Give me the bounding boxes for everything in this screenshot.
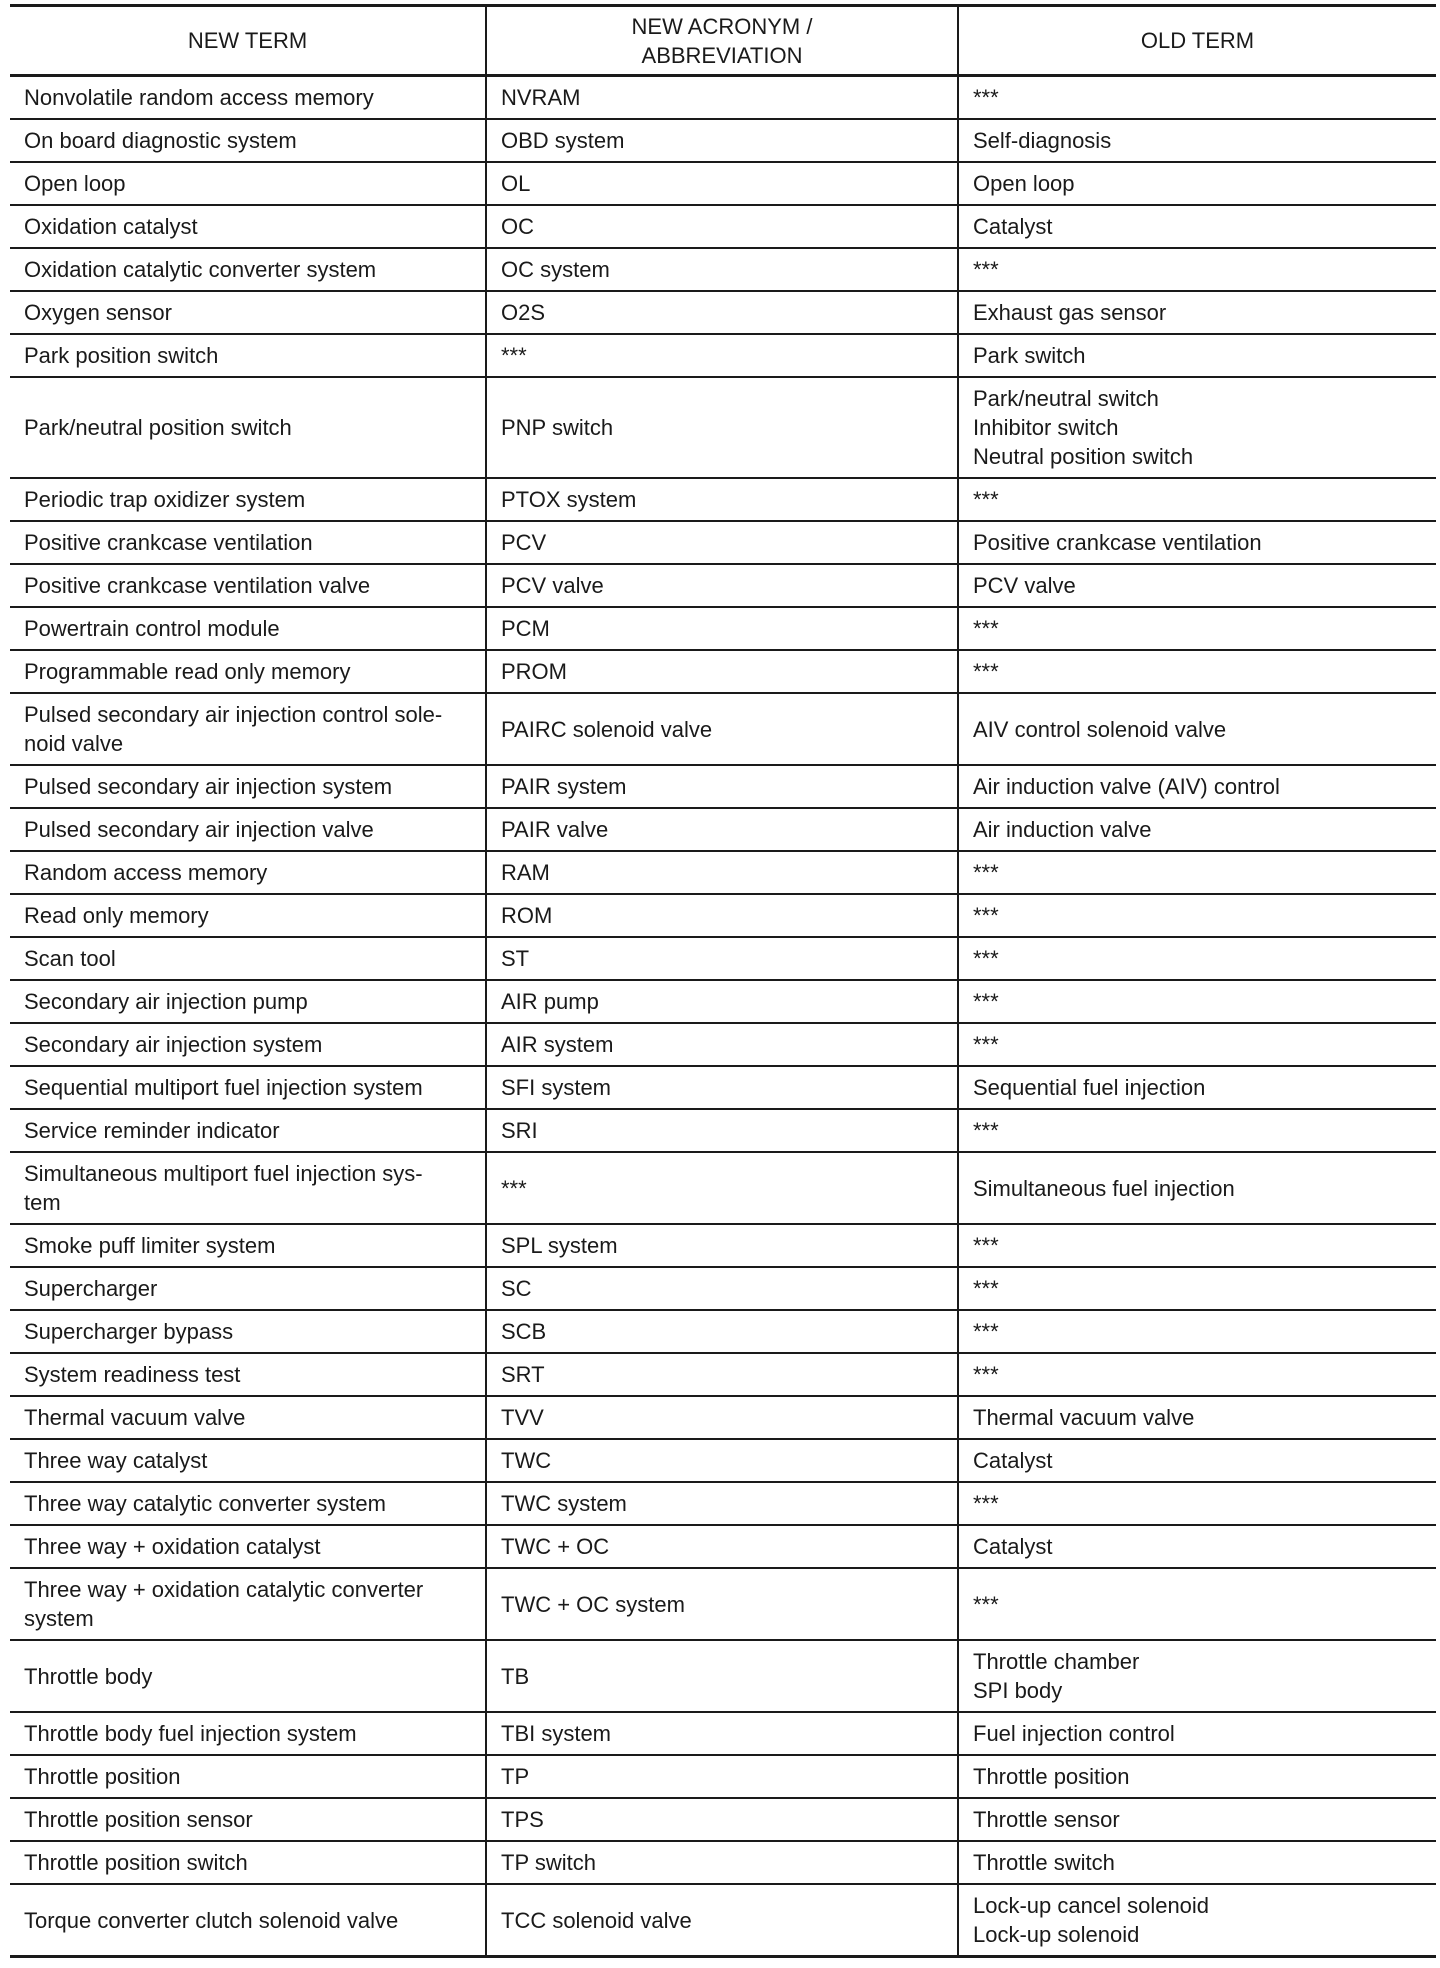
cell-new-term: On board diagnostic system <box>10 119 486 162</box>
cell-new-term: Powertrain control module <box>10 607 486 650</box>
cell-acronym: TVV <box>486 1396 958 1439</box>
cell-old-term: Air induction valve (AIV) control <box>958 765 1436 808</box>
cell-old-term: Exhaust gas sensor <box>958 291 1436 334</box>
cell-old-term: Sequential fuel injection <box>958 1066 1436 1109</box>
cell-new-term: System readiness test <box>10 1353 486 1396</box>
cell-old-term: *** <box>958 894 1436 937</box>
cell-new-term: Secondary air injection pump <box>10 980 486 1023</box>
table-row <box>10 1023 1436 1066</box>
table-row <box>10 291 1436 334</box>
cell-acronym: SFI system <box>486 1066 958 1109</box>
cell-old-term: *** <box>958 851 1436 894</box>
cell-old-term: *** <box>958 1109 1436 1152</box>
table-row <box>10 1224 1436 1267</box>
cell-acronym: *** <box>486 1152 958 1224</box>
cell-acronym: TWC + OC system <box>486 1568 958 1640</box>
cell-new-term: Programmable read only memory <box>10 650 486 693</box>
table-row <box>10 607 1436 650</box>
table-row <box>10 248 1436 291</box>
cell-old-term: Catalyst <box>958 1525 1436 1568</box>
table-row <box>10 1066 1436 1109</box>
cell-new-term: Positive crankcase ventilation valve <box>10 564 486 607</box>
table-row <box>10 377 1436 478</box>
cell-acronym: AIR system <box>486 1023 958 1066</box>
cell-new-term: Positive crankcase ventilation <box>10 521 486 564</box>
cell-acronym: TP <box>486 1755 958 1798</box>
cell-new-term: Three way catalytic converter system <box>10 1482 486 1525</box>
cell-new-term: Park/neutral position switch <box>10 377 486 478</box>
header-row <box>10 6 1436 76</box>
cell-old-term: PCV valve <box>958 564 1436 607</box>
cell-old-term: AIV control solenoid valve <box>958 693 1436 765</box>
table-row <box>10 162 1436 205</box>
cell-new-term: Throttle body <box>10 1640 486 1712</box>
header-new-acronym-line1: NEW ACRONYM / <box>631 13 813 39</box>
cell-new-term: Simultaneous multiport fuel injection sys- tem <box>10 1152 486 1224</box>
header-new-acronym-line2: ABBREVIATION <box>641 42 803 68</box>
cell-old-term: Open loop <box>958 162 1436 205</box>
cell-acronym: TCC solenoid valve <box>486 1884 958 1957</box>
table-row <box>10 1568 1436 1640</box>
cell-acronym: PROM <box>486 650 958 693</box>
cell-old-term: Fuel injection control <box>958 1712 1436 1755</box>
table-row <box>10 650 1436 693</box>
cell-acronym: AIR pump <box>486 980 958 1023</box>
table-row <box>10 1798 1436 1841</box>
cell-new-term: Oxidation catalyst <box>10 205 486 248</box>
cell-old-term: *** <box>958 1482 1436 1525</box>
table-row <box>10 205 1436 248</box>
table-row <box>10 1310 1436 1353</box>
table-row <box>10 1353 1436 1396</box>
cell-acronym: OC system <box>486 248 958 291</box>
cell-acronym: SRT <box>486 1353 958 1396</box>
cell-acronym: PAIRC solenoid valve <box>486 693 958 765</box>
terms-table <box>10 4 1436 1958</box>
cell-new-term: Oxidation catalytic converter system <box>10 248 486 291</box>
cell-old-term: Throttle switch <box>958 1841 1436 1884</box>
cell-old-term: Park/neutral switch Inhibitor switch Neutral position switch <box>958 377 1436 478</box>
cell-old-term: Catalyst <box>958 1439 1436 1482</box>
cell-new-term: Pulsed secondary air injection valve <box>10 808 486 851</box>
cell-new-term: Thermal vacuum valve <box>10 1396 486 1439</box>
cell-acronym: PCM <box>486 607 958 650</box>
cell-old-term: Simultaneous fuel injection <box>958 1152 1436 1224</box>
cell-new-term: Sequential multiport fuel injection system <box>10 1066 486 1109</box>
cell-acronym: SCB <box>486 1310 958 1353</box>
table-row <box>10 1267 1436 1310</box>
cell-new-term: Pulsed secondary air injection system <box>10 765 486 808</box>
table-row <box>10 765 1436 808</box>
table-row <box>10 1525 1436 1568</box>
cell-new-term: Throttle position <box>10 1755 486 1798</box>
cell-old-term: *** <box>958 1224 1436 1267</box>
cell-acronym: TBI system <box>486 1712 958 1755</box>
table-row <box>10 1439 1436 1482</box>
table-row <box>10 334 1436 377</box>
cell-acronym: RAM <box>486 851 958 894</box>
table-row <box>10 1396 1436 1439</box>
cell-acronym: SPL system <box>486 1224 958 1267</box>
cell-new-term: Oxygen sensor <box>10 291 486 334</box>
cell-acronym: TPS <box>486 1798 958 1841</box>
cell-old-term: *** <box>958 76 1436 120</box>
cell-new-term: Service reminder indicator <box>10 1109 486 1152</box>
table-row <box>10 119 1436 162</box>
cell-old-term: *** <box>958 1023 1436 1066</box>
cell-old-term: *** <box>958 248 1436 291</box>
cell-new-term: Scan tool <box>10 937 486 980</box>
table-row <box>10 1109 1436 1152</box>
cell-new-term: Periodic trap oxidizer system <box>10 478 486 521</box>
cell-old-term: *** <box>958 607 1436 650</box>
cell-new-term: Park position switch <box>10 334 486 377</box>
cell-old-term: *** <box>958 937 1436 980</box>
cell-acronym: TWC <box>486 1439 958 1482</box>
table-row <box>10 1841 1436 1884</box>
cell-acronym: NVRAM <box>486 76 958 120</box>
cell-acronym: SRI <box>486 1109 958 1152</box>
cell-new-term: Open loop <box>10 162 486 205</box>
cell-acronym: PNP switch <box>486 377 958 478</box>
table-row <box>10 1482 1436 1525</box>
cell-old-term: *** <box>958 1267 1436 1310</box>
cell-old-term: Throttle sensor <box>958 1798 1436 1841</box>
table-row <box>10 521 1436 564</box>
cell-old-term: Thermal vacuum valve <box>958 1396 1436 1439</box>
cell-old-term: Throttle chamber SPI body <box>958 1640 1436 1712</box>
table-row <box>10 1640 1436 1712</box>
cell-acronym: PTOX system <box>486 478 958 521</box>
table-row <box>10 478 1436 521</box>
cell-old-term: *** <box>958 1310 1436 1353</box>
table-row <box>10 564 1436 607</box>
cell-old-term: *** <box>958 650 1436 693</box>
cell-acronym: PAIR valve <box>486 808 958 851</box>
table-row <box>10 1152 1436 1224</box>
cell-old-term: Catalyst <box>958 205 1436 248</box>
cell-old-term: Positive crankcase ventilation <box>958 521 1436 564</box>
cell-old-term: *** <box>958 980 1436 1023</box>
cell-acronym: TP switch <box>486 1841 958 1884</box>
table-header <box>10 6 1436 76</box>
table-row <box>10 980 1436 1023</box>
cell-new-term: Secondary air injection system <box>10 1023 486 1066</box>
cell-new-term: Throttle body fuel injection system <box>10 1712 486 1755</box>
cell-old-term: *** <box>958 1353 1436 1396</box>
cell-acronym: OBD system <box>486 119 958 162</box>
cell-acronym: OL <box>486 162 958 205</box>
cell-acronym: PCV valve <box>486 564 958 607</box>
cell-acronym: PAIR system <box>486 765 958 808</box>
table-row <box>10 808 1436 851</box>
table-row <box>10 1884 1436 1957</box>
cell-new-term: Throttle position sensor <box>10 1798 486 1841</box>
cell-new-term: Smoke puff limiter system <box>10 1224 486 1267</box>
cell-new-term: Supercharger <box>10 1267 486 1310</box>
table-row <box>10 76 1436 120</box>
cell-new-term: Three way + oxidation catalytic converter system <box>10 1568 486 1640</box>
cell-new-term: Torque converter clutch solenoid valve <box>10 1884 486 1957</box>
cell-acronym: ROM <box>486 894 958 937</box>
cell-acronym: *** <box>486 334 958 377</box>
cell-old-term: Throttle position <box>958 1755 1436 1798</box>
table-row <box>10 851 1436 894</box>
cell-acronym: OC <box>486 205 958 248</box>
cell-acronym: TWC system <box>486 1482 958 1525</box>
header-old-term: OLD TERM <box>958 6 1436 76</box>
cell-new-term: Pulsed secondary air injection control sole- noid valve <box>10 693 486 765</box>
cell-new-term: Nonvolatile random access memory <box>24 85 374 110</box>
cell-acronym: O2S <box>486 291 958 334</box>
cell-old-term: Lock-up cancel solenoid Lock-up solenoid <box>958 1884 1436 1957</box>
table-row <box>10 894 1436 937</box>
cell-new-term: Three way + oxidation catalyst <box>10 1525 486 1568</box>
cell-old-term: *** <box>958 1568 1436 1640</box>
cell-new-term: Read only memory <box>10 894 486 937</box>
table-row <box>10 937 1436 980</box>
table-body <box>10 76 1436 1957</box>
cell-new-term: Supercharger bypass <box>10 1310 486 1353</box>
cell-old-term: *** <box>958 478 1436 521</box>
cell-new-term: Throttle position switch <box>10 1841 486 1884</box>
cell-new-term: Three way catalyst <box>10 1439 486 1482</box>
cell-acronym: PCV <box>486 521 958 564</box>
cell-acronym: ST <box>486 937 958 980</box>
table-row <box>10 693 1436 765</box>
cell-acronym: TB <box>486 1640 958 1712</box>
table-row <box>10 1712 1436 1755</box>
cell-acronym: TWC + OC <box>486 1525 958 1568</box>
cell-old-term: Park switch <box>958 334 1436 377</box>
cell-acronym: SC <box>486 1267 958 1310</box>
table-row <box>10 1755 1436 1798</box>
cell-old-term: Air induction valve <box>958 808 1436 851</box>
header-new-term: NEW TERM <box>10 6 486 76</box>
cell-old-term: Self-diagnosis <box>958 119 1436 162</box>
cell-new-term: Random access memory <box>10 851 486 894</box>
header-new-acronym <box>486 6 958 76</box>
